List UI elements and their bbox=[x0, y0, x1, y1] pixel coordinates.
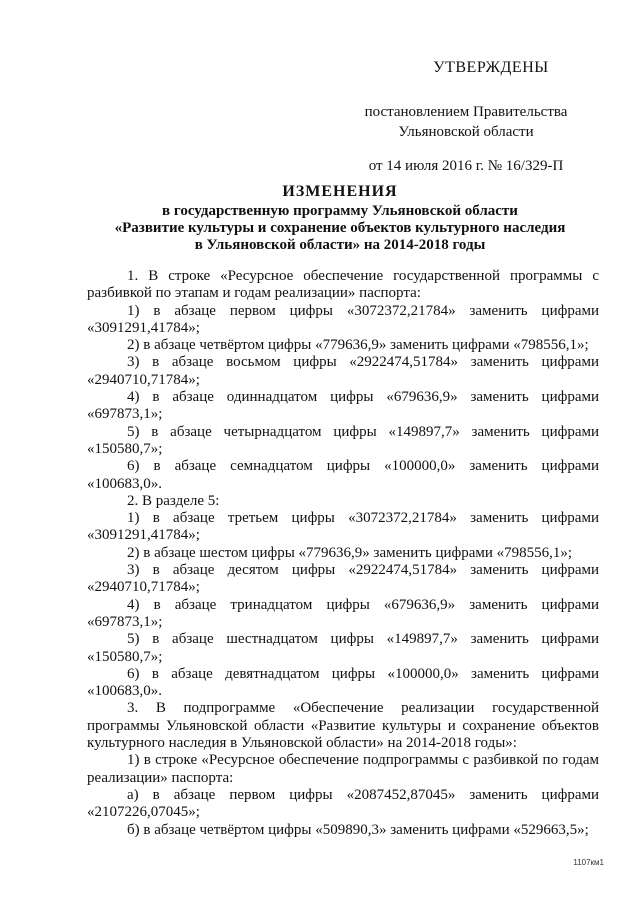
paragraph: 4) в абзаце одиннадцатом цифры «679636,9» заменить цифрами «697873,1»; bbox=[87, 389, 599, 423]
heading-line-3: в Ульяновской области» на 2014-2018 годы bbox=[194, 237, 486, 253]
paragraph: 1) в абзаце первом цифры «3072372,21784» заменить цифрами «3091291,41784»; bbox=[87, 302, 599, 336]
paragraph: 2) в абзаце шестом цифры «779636,9» заменить цифрами «798556,1»; bbox=[127, 544, 573, 561]
document-body bbox=[87, 268, 599, 839]
paragraph: 3) в абзаце десятом цифры «2922474,51784» заменить цифрами «2940710,71784»; bbox=[87, 562, 599, 596]
paragraph: 3. В подпрограмме «Обеспечение реализации государственной программы Ульяновской области «Развитие культуры и сохранение объектов культурного наследия в Ульяновской области» на 2014-2018 годы»: bbox=[87, 700, 599, 752]
approval-line-2: Ульяновской области bbox=[398, 124, 534, 140]
paragraph: 6) в абзаце девятнадцатом цифры «100000,0» заменить цифрами «100683,0». bbox=[87, 665, 599, 700]
paragraph: 1) в строке «Ресурсное обеспечение подпрограммы с разбивкой по годам реализации» паспорта: bbox=[87, 752, 599, 786]
paragraph: 6) в абзаце семнадцатом цифры «100000,0» заменить цифрами «100683,0». bbox=[87, 458, 599, 492]
paragraph: 2. В разделе 5: bbox=[127, 492, 220, 509]
approval-title: УТВЕРЖДЕНЫ bbox=[433, 59, 549, 76]
heading-title: ИЗМЕНЕНИЯ bbox=[282, 183, 398, 200]
paragraph: 1) в абзаце третьем цифры «3072372,21784» заменить цифрами «3091291,41784»; bbox=[87, 510, 599, 544]
paragraph: 5) в абзаце шестнадцатом цифры «149897,7» заменить цифрами «150580,7»; bbox=[87, 631, 599, 665]
heading-line-1: в государственную программу Ульяновской области bbox=[162, 203, 518, 219]
heading-line-2: «Развитие культуры и сохранение объектов культурного наследия bbox=[114, 220, 566, 236]
approval-date-line: от 14 июля 2016 г. № 16/329-П bbox=[368, 158, 564, 174]
paragraph: а) в абзаце первом цифры «2087452,87045» заменить цифрами «2107226,07045»; bbox=[87, 786, 599, 821]
document-heading bbox=[70, 183, 610, 254]
paragraph: 5) в абзаце четырнадцатом цифры «149897,7» заменить цифрами «150580,7»; bbox=[87, 423, 599, 457]
approval-block bbox=[336, 58, 596, 176]
paragraph: 1. В строке «Ресурсное обеспечение государственной программы с разбивкой по этапам и годам реализации» паспорта: bbox=[87, 268, 599, 302]
approval-line-1: постановлением Правительства bbox=[364, 104, 568, 120]
paragraph: 2) в абзаце четвёртом цифры «779636,9» заменить цифрами «798556,1»; bbox=[127, 337, 589, 354]
paragraph: 4) в абзаце тринадцатом цифры «679636,9» заменить цифрами «697873,1»; bbox=[87, 596, 599, 630]
paragraph: 3) в абзаце восьмом цифры «2922474,51784» заменить цифрами «2940710,71784»; bbox=[87, 354, 599, 388]
paragraph: б) в абзаце четвёртом цифры «509890,3» заменить цифрами «529663,5»; bbox=[127, 821, 589, 838]
footer-code: 1107км1 bbox=[573, 858, 604, 867]
